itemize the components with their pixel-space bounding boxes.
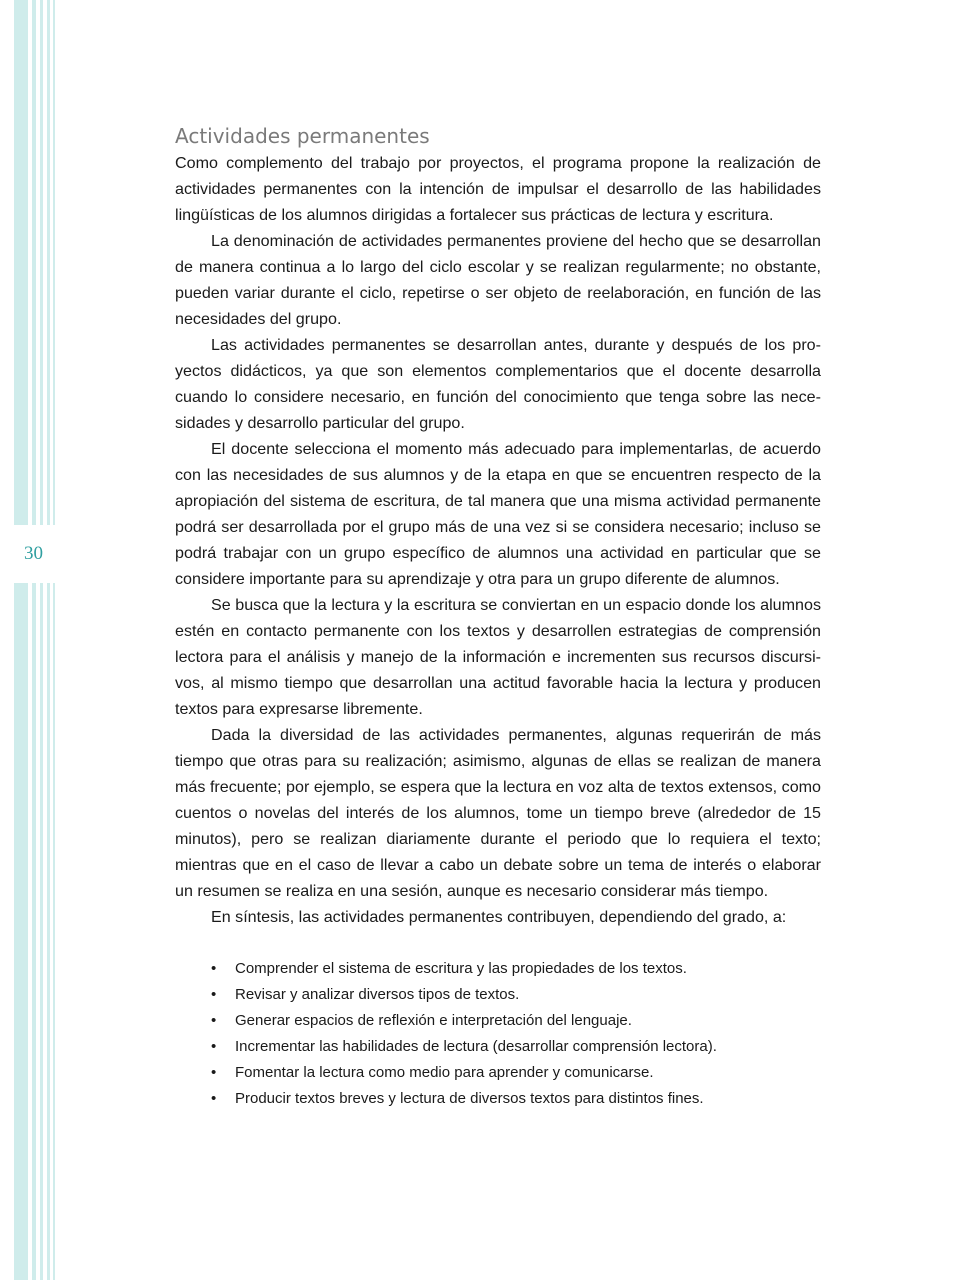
bullet-icon: •: [211, 1012, 217, 1029]
bullet-icon: •: [211, 1090, 217, 1107]
margin-stripe: [32, 0, 36, 525]
margin-stripe: [40, 583, 43, 1280]
body-paragraph: Dada la diversidad de las actividades permanentes, algunas requerirán de más tiempo que otras para su realización; asimismo, algunas de ellas se realizan de manera más frecuente; por ejemplo, se espera que la lectura en voz alta de textos extensos, como cuentos o novelas del interés de los alumnos, tome un tiempo breve (alrededor de 15 minutos), pero se realizan diariamente durante el periodo que lo requiera el texto; mientras que en el caso de llevar a cabo un debate sobre un tema de interés o elaborar un resumen se realiza en una sesión, aunque es necesario considerar más tiempo.: [175, 726, 821, 900]
bullet-icon: •: [211, 1064, 217, 1081]
section-title: Actividades permanentes: [175, 124, 430, 148]
main-content: [175, 122, 821, 1112]
list-item: [175, 1008, 821, 1034]
margin-stripe: [53, 0, 55, 525]
list-item: [175, 1086, 821, 1112]
page-number: 30: [24, 543, 43, 564]
list-item: [175, 1034, 821, 1060]
body-paragraph: Como complemento del trabajo por proyectos, el programa propone la realización de actividades permanentes con la intención de impulsar el desarrollo de las habilidades lingüísticas de los alumnos dirigidas a fortalecer sus prácticas de lectura y escritura.: [175, 154, 821, 224]
list-item-text: Incrementar las habilidades de lectura (desarrollar comprensión lectora).: [235, 1038, 717, 1055]
body-paragraph: En síntesis, las actividades permanentes contribuyen, dependiendo del grado, a:: [211, 908, 787, 926]
margin-stripe: [53, 583, 55, 1280]
list-item-text: Fomentar la lectura como medio para aprender y comunicarse.: [235, 1064, 654, 1081]
body-paragraph: Se busca que la lectura y la escritura se conviertan en un espacio donde los alumnos estén en contacto permanente con los textos y desarrollen estrategias de comprensión lectora para el análisis y manejo de la información e incrementen sus recursos discursivos, al mismo tiempo que desarrollan una actitud favorable hacia la lectura y producen textos para expresarse libremente.: [175, 596, 821, 718]
margin-stripe: [14, 583, 28, 1280]
margin-stripe: [14, 0, 28, 525]
margin-stripe: [47, 583, 50, 1280]
bullet-icon: •: [211, 960, 217, 977]
bullet-list: [175, 956, 821, 1112]
bullet-icon: •: [211, 986, 217, 1003]
body-paragraph: El docente selecciona el momento más adecuado para implementarlas, de acuerdo con las necesidades de sus alumnos y de la etapa en que se encuentren respecto de la apropiación del sistema de escritura, de tal manera que una misma actividad permanente podrá ser desarrollada por el grupo más de una vez si se considera necesario; incluso se podrá trabajar con un grupo específico de alumnos una actividad en particular que se considere importante para su aprendizaje y otra para un grupo diferente de alumnos.: [175, 440, 821, 588]
bullet-icon: •: [211, 1038, 217, 1055]
list-item-text: Revisar y analizar diversos tipos de textos.: [235, 986, 520, 1003]
margin-stripe: [32, 583, 36, 1280]
list-item-text: Generar espacios de reflexión e interpretación del lenguaje.: [235, 1012, 632, 1029]
list-item-text: Producir textos breves y lectura de diversos textos para distintos fines.: [235, 1090, 704, 1107]
margin-stripe: [40, 0, 43, 525]
body-paragraph: La denominación de actividades permanentes proviene del hecho que se desarrollan de manera continua a lo largo del ciclo escolar y se realizan regularmente; no obstante, pueden variar durante el ciclo, repetirse o ser objeto de reelaboración, en función de las necesidades del grupo.: [175, 232, 821, 328]
body-paragraph: Las actividades permanentes se desarrollan antes, durante y después de los proyectos didácticos, ya que son elementos complementarios que el docente desarrolla cuando lo considere necesario, en función del conocimiento que tenga sobre las necesidades y desarrollo particular del grupo.: [175, 336, 821, 432]
list-item-text: Comprender el sistema de escritura y las propiedades de los textos.: [235, 960, 687, 977]
margin-stripe: [47, 0, 50, 525]
list-item: [175, 982, 821, 1008]
list-item: [175, 1060, 821, 1086]
list-item: [175, 956, 821, 982]
